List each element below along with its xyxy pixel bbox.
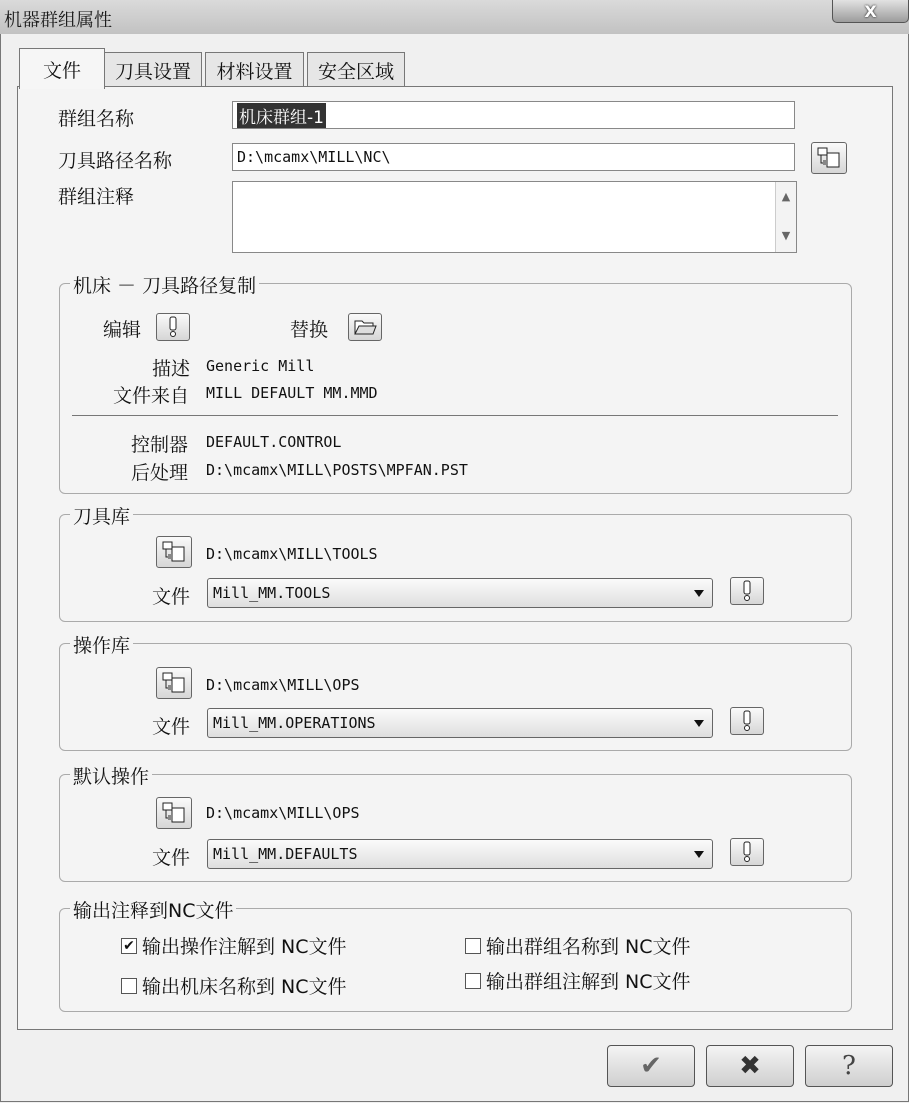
operation-library-edit-button[interactable] xyxy=(730,707,764,735)
close-icon: X xyxy=(864,1,877,21)
output-group-name-option[interactable] xyxy=(465,932,691,959)
default-operations-path: D:\mcamx\MILL\OPS xyxy=(206,804,360,822)
close-button[interactable] xyxy=(832,0,909,23)
exclamation-icon xyxy=(740,580,754,602)
chevron-down-icon xyxy=(694,720,704,727)
folder-tree-icon xyxy=(161,540,187,564)
chevron-down-icon xyxy=(694,590,704,597)
tool-library-selected: Mill_MM.TOOLS xyxy=(213,584,331,602)
tab-file[interactable] xyxy=(19,48,105,89)
browse-folder-button[interactable] xyxy=(811,142,847,174)
exclamation-icon xyxy=(740,841,754,863)
section-divider xyxy=(72,415,838,416)
checkbox-unchecked[interactable] xyxy=(465,938,481,954)
option-label: 输出机床名称到 NC文件 xyxy=(142,976,347,998)
file-from-label: 文件来自 xyxy=(113,385,190,407)
tab-label: 刀具设置 xyxy=(114,60,191,83)
group-comment-textarea[interactable] xyxy=(232,181,797,253)
exclamation-icon xyxy=(166,316,180,338)
output-comments-title: 输出注释到NC文件 xyxy=(70,896,236,923)
scroll-down-icon[interactable]: ▼ xyxy=(781,229,791,242)
post-value: D:\mcamx\MILL\POSTS\MPFAN.PST xyxy=(206,461,468,479)
folder-tree-icon xyxy=(816,146,842,170)
output-group-comments-option[interactable] xyxy=(465,967,691,994)
title-bar xyxy=(0,0,909,35)
checkbox-checked[interactable]: ✔ xyxy=(121,938,137,954)
checkbox-unchecked[interactable] xyxy=(121,978,137,994)
tool-library-browse-button[interactable] xyxy=(156,536,192,568)
default-operations-select[interactable] xyxy=(207,839,713,869)
tool-library-title: 刀具库 xyxy=(70,502,133,529)
window-title: 机器群组属性 xyxy=(4,10,112,31)
help-button[interactable] xyxy=(805,1045,893,1087)
tab-material-settings[interactable] xyxy=(205,52,304,88)
group-name-value: 机床群组-1 xyxy=(237,103,326,128)
replace-button[interactable] xyxy=(348,313,382,341)
operation-library-path: D:\mcamx\MILL\OPS xyxy=(206,676,360,694)
folder-tree-icon xyxy=(161,801,187,825)
comment-scrollbar[interactable] xyxy=(775,182,796,252)
tab-safety-zone[interactable] xyxy=(307,52,405,88)
tool-library-path: D:\mcamx\MILL\TOOLS xyxy=(206,545,378,563)
toolpath-name-value: D:\mcamx\MILL\NC\ xyxy=(237,148,391,166)
option-label: 输出操作注解到 NC文件 xyxy=(142,936,347,958)
controller-value: DEFAULT.CONTROL xyxy=(206,433,342,451)
checkbox-unchecked[interactable] xyxy=(465,973,481,989)
ok-button[interactable] xyxy=(607,1045,695,1087)
toolpath-name-input[interactable] xyxy=(232,143,795,171)
description-label: 描述 xyxy=(152,358,191,380)
tool-library-edit-button[interactable] xyxy=(730,577,764,605)
operation-library-title: 操作库 xyxy=(70,631,133,658)
help-icon: ? xyxy=(842,1051,856,1081)
operation-library-selected: Mill_MM.OPERATIONS xyxy=(213,714,376,732)
file-from-value: MILL DEFAULT MM.MMD xyxy=(206,384,378,402)
output-machine-name-option[interactable] xyxy=(121,972,347,999)
option-label: 输出群组名称到 NC文件 xyxy=(486,936,691,958)
tab-label: 材料设置 xyxy=(216,60,293,83)
default-operations-selected: Mill_MM.DEFAULTS xyxy=(213,845,358,863)
default-operations-browse-button[interactable] xyxy=(156,797,192,829)
tool-library-file-label: 文件 xyxy=(152,586,191,608)
group-name-input[interactable] xyxy=(232,101,795,129)
controller-label: 控制器 xyxy=(131,434,189,456)
open-folder-icon xyxy=(353,317,377,337)
description-value: Generic Mill xyxy=(206,357,315,375)
exclamation-icon xyxy=(740,710,754,732)
check-icon: ✔ xyxy=(640,1051,662,1081)
operation-library-browse-button[interactable] xyxy=(156,667,192,699)
default-operations-file-label: 文件 xyxy=(152,847,191,869)
tool-library-select[interactable] xyxy=(207,578,713,608)
scroll-up-icon[interactable]: ▲ xyxy=(781,190,791,203)
option-label: 输出群组注解到 NC文件 xyxy=(486,971,691,993)
group-name-label: 群组名称 xyxy=(58,108,135,130)
cancel-button[interactable] xyxy=(706,1045,794,1087)
folder-tree-icon xyxy=(161,671,187,695)
tab-label: 文件 xyxy=(42,59,81,82)
output-op-comments-option[interactable] xyxy=(121,932,347,959)
group-comment-label: 群组注释 xyxy=(58,186,135,208)
edit-label: 编辑 xyxy=(103,319,142,341)
post-label: 后处理 xyxy=(131,462,189,484)
operation-library-select[interactable] xyxy=(207,708,713,738)
operation-library-file-label: 文件 xyxy=(152,716,191,738)
default-operations-title: 默认操作 xyxy=(70,762,152,789)
chevron-down-icon xyxy=(694,851,704,858)
tab-label: 安全区域 xyxy=(317,60,394,83)
toolpath-name-label: 刀具路径名称 xyxy=(58,150,173,172)
default-operations-edit-button[interactable] xyxy=(730,838,764,866)
tab-tool-settings[interactable] xyxy=(104,52,202,88)
replace-label: 替换 xyxy=(290,319,329,341)
machine-group-title: 机床 － 刀具路径复制 xyxy=(70,271,259,298)
edit-button[interactable] xyxy=(156,313,190,341)
cancel-x-icon: ✖ xyxy=(739,1051,761,1081)
